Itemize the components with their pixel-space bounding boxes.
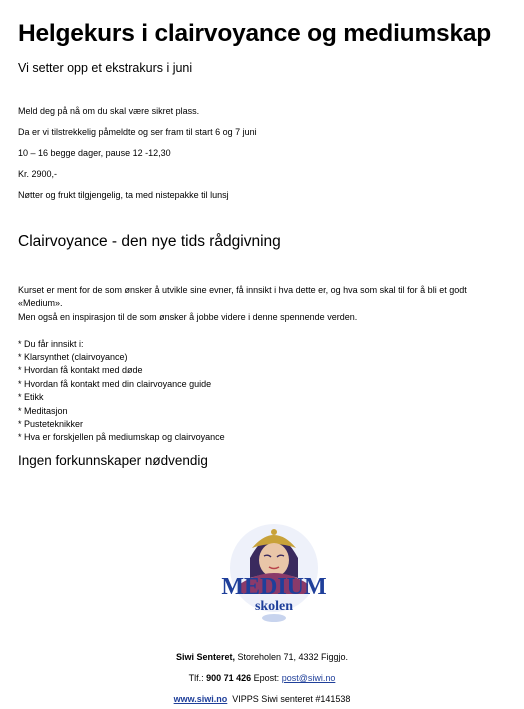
closing-heading: Ingen forkunnskaper nødvendig xyxy=(18,453,208,468)
logo-word-skolen: skolen xyxy=(254,599,294,614)
info-line: Meld deg på nå om du skal være sikret plass. xyxy=(18,106,200,116)
list-item: * Pusteteknikker xyxy=(18,419,84,430)
footer-address xyxy=(0,652,524,662)
footer-web xyxy=(0,694,524,704)
page-subtitle: Vi setter opp et ekstrakurs i juni xyxy=(18,61,193,75)
website-link[interactable]: www.siwi.no xyxy=(173,694,228,704)
list-item: * Etikk xyxy=(18,392,44,403)
list-item: * Hva er forskjellen på mediumskap og clairvoyance xyxy=(18,432,225,443)
intro-paragraph-2: Men også en inspirasjon til de som ønsker å jobbe videre i denne spennende verden. xyxy=(18,311,358,322)
course-description xyxy=(18,284,510,445)
vipps-info: VIPPS Siwi senteret #141538 xyxy=(227,694,351,704)
email-label: Epost: xyxy=(251,673,282,683)
company-name: Siwi Senteret, xyxy=(175,652,235,662)
list-item: * Klarsynthet (clairvoyance) xyxy=(18,352,128,363)
info-line: Kr. 2900,- xyxy=(18,169,58,179)
list-item: * Meditasjon xyxy=(18,405,68,416)
intro-paragraph: Kurset er ment for de som ønsker å utvikle sine evner, få innsikt i hva dette er, og hva som skal til for å bli et godt «Medium». xyxy=(18,285,467,309)
info-line: Nøtter og frukt tilgjengelig, ta med nistepakke til lunsj xyxy=(18,190,229,200)
list-item: * Hvordan få kontakt med din clairvoyance guide xyxy=(18,378,212,389)
section-heading: Clairvoyance - den nye tids rådgivning xyxy=(18,233,281,250)
page-title: Helgekurs i clairvoyance og mediumskap xyxy=(18,20,492,47)
course-info xyxy=(18,107,257,212)
topic-list xyxy=(18,351,510,445)
footer-contact xyxy=(0,673,524,683)
info-line: Da er vi tilstrekkelig påmeldte og ser fram til start 6 og 7 juni xyxy=(18,127,257,137)
email-link[interactable]: post@siwi.no xyxy=(281,673,336,683)
list-item: * Hvordan få kontakt med døde xyxy=(18,365,143,376)
phone-number: 900 71 426 xyxy=(206,673,252,683)
list-heading: * Du får innsikt i: xyxy=(18,338,84,349)
phone-label: Tlf.: xyxy=(188,673,207,683)
logo-word-medium: MEDIUM xyxy=(221,574,327,600)
address: Storeholen 71, 4332 Figgjo. xyxy=(234,652,349,662)
medium-skolen-logo xyxy=(214,518,334,626)
info-line: 10 – 16 begge dager, pause 12 -12,30 xyxy=(18,148,171,158)
